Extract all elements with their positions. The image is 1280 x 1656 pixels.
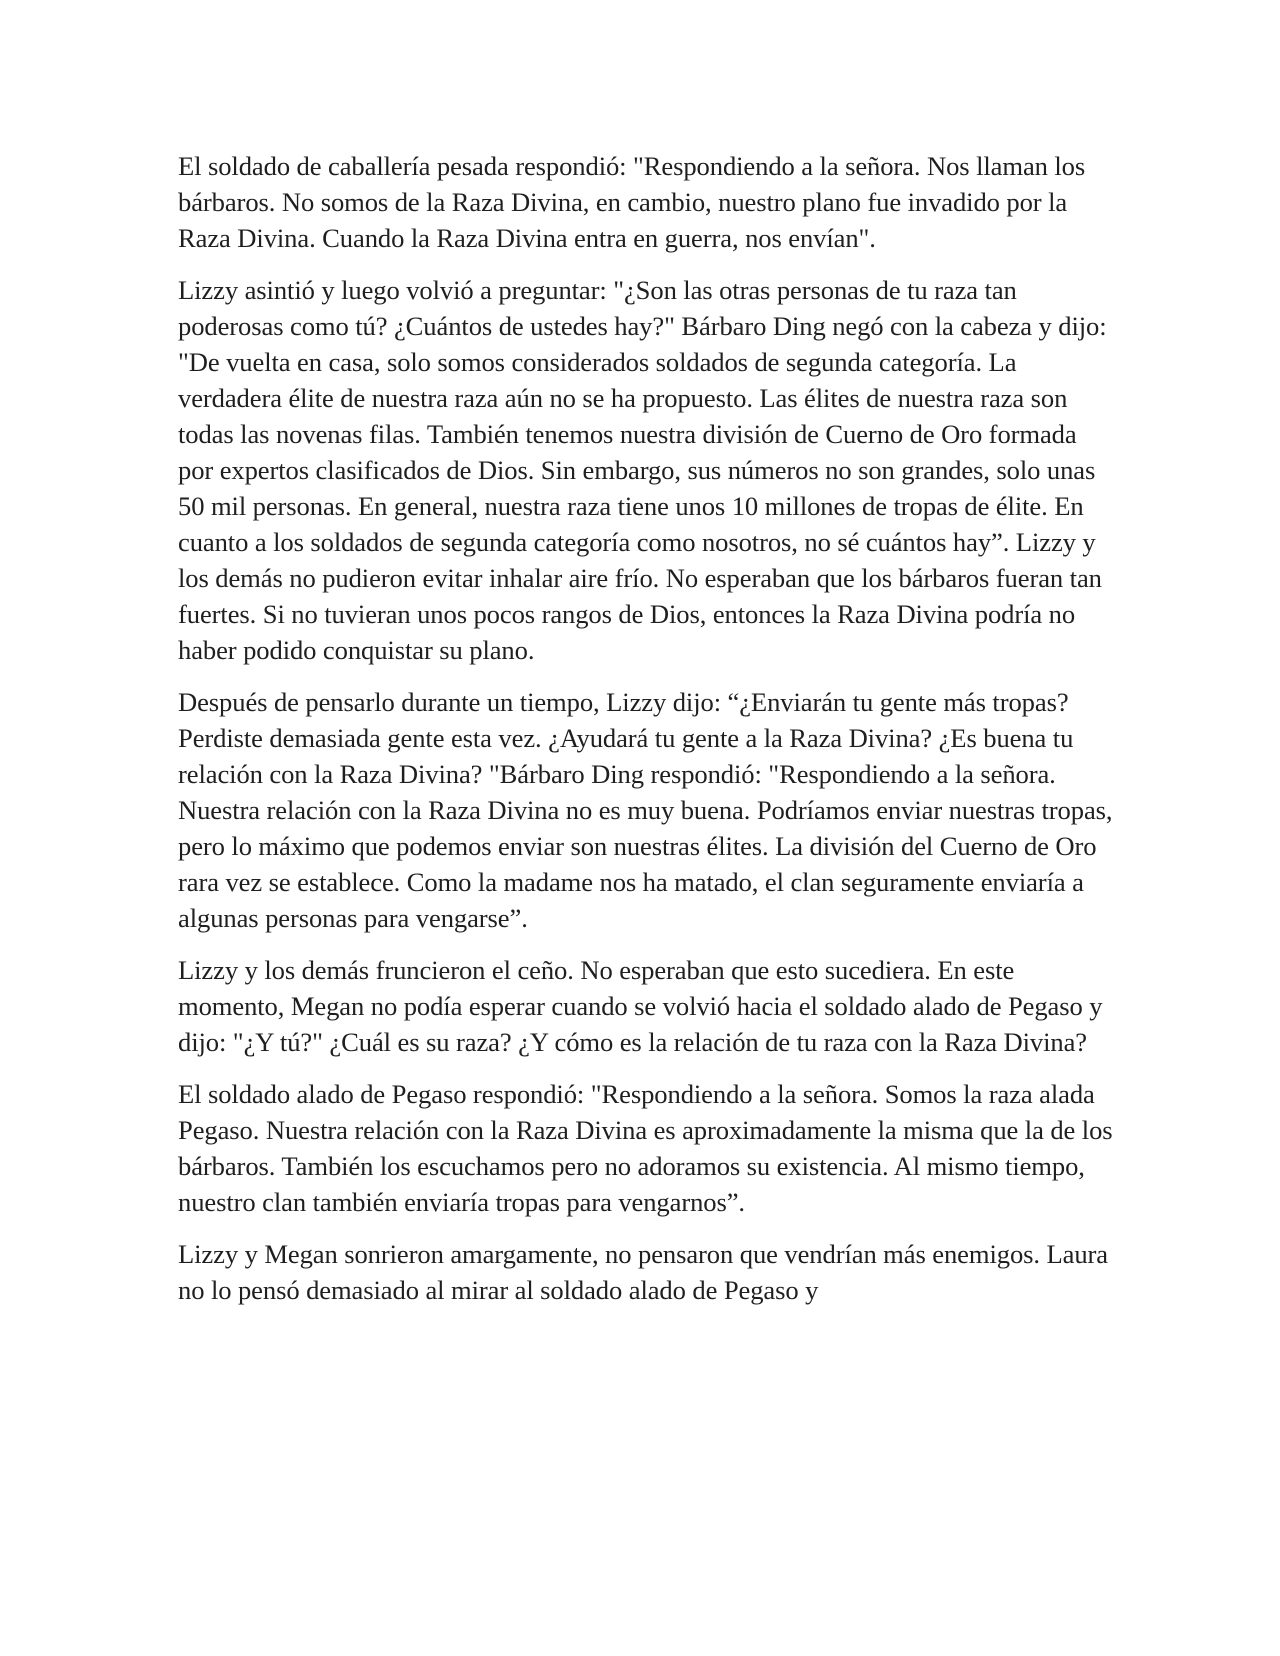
paragraph-1: El soldado de caballería pesada respondió: "Respondiendo a la señora. Nos llaman los bárbaros. No somos de la Raza Divina, en cambio, nuestro plano fue invadido por la Raza Divina. Cuando la Raza Divina entra en guerra, nos envían". (178, 151, 1086, 253)
paragraph-6: Lizzy y Megan sonrieron amargamente, no pensaron que vendrían más enemigos. Laura no lo pensó demasiado al mirar al soldado alado de Pegaso y (178, 1239, 1108, 1305)
paragraph-2: Lizzy asintió y luego volvió a preguntar: "¿Son las otras personas de tu raza tan poderosas como tú? ¿Cuántos de ustedes hay?" Bárbaro Ding negó con la cabeza y dijo: "De vuelta en casa, solo somos considerados soldados de segunda categoría. La verdadera élite de nuestra raza aún no se ha propuesto. Las élites de nuestra raza son todas las novenas filas. También tenemos nuestra división de Cuerno de Oro formada por expertos clasificados de Dios. Sin embargo, sus números no son grandes, solo unas 50 mil personas. En general, nuestra raza tiene unos 10 millones de tropas de élite. En cuanto a los soldados de segunda categoría como nosotros, no sé cuántos hay”. Lizzy y los demás no pudieron evitar inhalar aire frío. No esperaban que los bárbaros fueran tan fuertes. Si no tuvieran unos pocos rangos de Dios, entonces la Raza Divina podría no haber podido conquistar su plano. (178, 275, 1107, 665)
document-page (178, 148, 1118, 1324)
paragraph-5: El soldado alado de Pegaso respondió: "Respondiendo a la señora. Somos la raza alada Pegaso. Nuestra relación con la Raza Divina es aproximadamente la misma que la de los bárbaros. También los escuchamos pero no adoramos su existencia. Al mismo tiempo, nuestro clan también enviaría tropas para vengarnos”. (178, 1079, 1113, 1217)
paragraph-4: Lizzy y los demás fruncieron el ceño. No esperaban que esto sucediera. En este momento, Megan no podía esperar cuando se volvió hacia el soldado alado de Pegaso y dijo: "¿Y tú?" ¿Cuál es su raza? ¿Y cómo es la relación de tu raza con la Raza Divina? (178, 955, 1103, 1057)
paragraph-3: Después de pensarlo durante un tiempo, Lizzy dijo: “¿Enviarán tu gente más tropas? Perdiste demasiada gente esta vez. ¿Ayudará tu gente a la Raza Divina? ¿Es buena tu relación con la Raza Divina? "Bárbaro Ding respondió: "Respondiendo a la señora. Nuestra relación con la Raza Divina no es muy buena. Podríamos enviar nuestras tropas, pero lo máximo que podemos enviar son nuestras élites. La división del Cuerno de Oro rara vez se establece. Como la madame nos ha matado, el clan seguramente enviaría a algunas personas para vengarse”. (178, 687, 1113, 933)
